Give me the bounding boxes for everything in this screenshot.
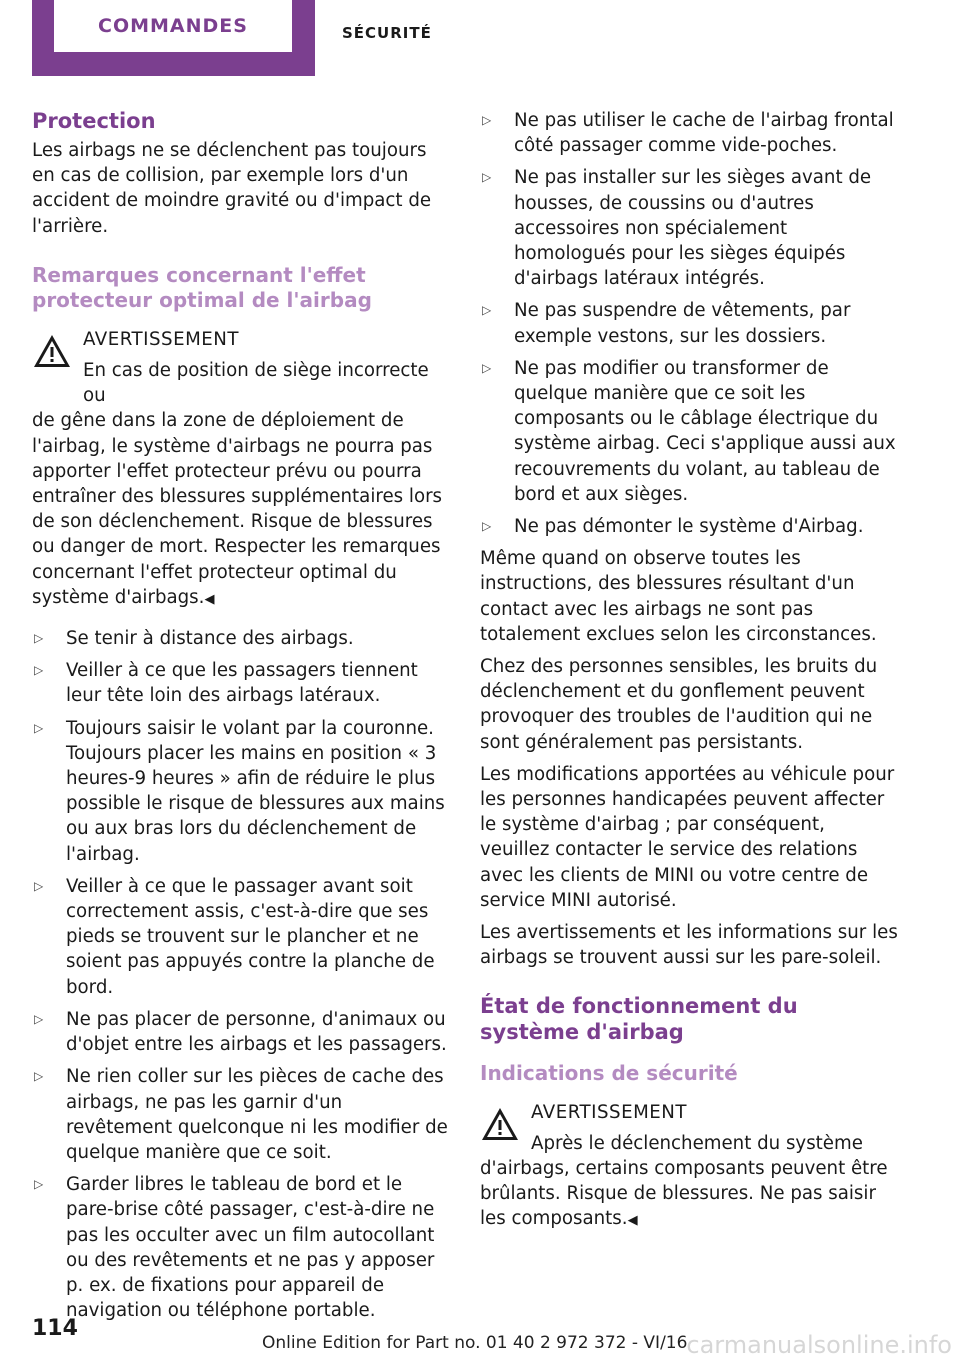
list-item-text: Se tenir à distance des airbags.	[66, 628, 354, 650]
list-item	[32, 1007, 450, 1057]
list-item-text: Toujours saisir le volant par la couronne. Toujours placer les mains en position « 3 heures-9 heures » afin de réduire le plus possible le risque de blessures aux mains ou aux bras lors du déclenchement de l'airbag.	[66, 717, 445, 865]
list-item	[480, 108, 898, 158]
warning-text-1	[32, 408, 450, 612]
triangle-bullet-icon: ▷	[34, 631, 44, 646]
warning-block-1	[32, 327, 450, 612]
list-item	[32, 658, 450, 708]
tab-commandes-label: COMMANDES	[54, 0, 292, 52]
watermark: carmanualsonline.info	[686, 1331, 952, 1359]
list-item	[480, 298, 898, 348]
triangle-bullet-icon: ▷	[482, 170, 492, 185]
tab-commandes[interactable]	[32, 0, 315, 76]
end-mark-icon: ◀	[627, 1213, 638, 1229]
warning-text-2-rest: d'airbags, certains composants peuvent être brûlants. Risque de blessures. Ne pas saisir les composants.	[480, 1157, 888, 1230]
list-item-text: Ne pas utiliser le cache de l'airbag frontal côté passager comme vide-poches.	[514, 110, 894, 157]
right-column	[480, 108, 898, 1234]
triangle-bullet-icon: ▷	[482, 113, 492, 127]
tab-securite[interactable]: SÉCURITÉ	[342, 24, 432, 42]
page-number: 114	[32, 1316, 78, 1341]
list-item	[32, 874, 450, 1000]
triangle-bullet-icon: ▷	[34, 663, 44, 678]
warning-triangle-icon	[32, 333, 72, 369]
warning-title-1: AVERTISSEMENT	[83, 328, 239, 350]
list-item-text: Ne pas démonter le système d'Airbag.	[514, 516, 864, 538]
status-heading: État de fonctionnement du système d'airbag	[480, 993, 798, 1044]
triangle-bullet-icon: ▷	[34, 1069, 44, 1084]
paragraph-1: Même quand on observe toutes les instructions, des blessures résultant d'un contact avec les airbags ne sont pas totalement exclues selon les circonstances.	[480, 548, 877, 645]
list-item-text: Ne pas installer sur les sièges avant de housses, de coussins ou d'autres accessoires non spécialement homologués pour les sièges équipés d'airbags latéraux intégrés.	[514, 167, 872, 290]
list-item-text: Ne rien coller sur les pièces de cache des airbags, ne pas les garnir d'un revêtement quelconque ni les modifier de quelque manière que ce soit.	[66, 1066, 448, 1163]
triangle-bullet-icon: ▷	[482, 360, 492, 375]
triangle-bullet-icon: ▷	[34, 878, 44, 893]
triangle-bullet-icon: ▷	[34, 1011, 44, 1026]
warning-text-1-rest: de gêne dans la zone de déploiement de l'airbag, le système d'airbags ne pourra pas apporter l'effet protecteur prévu ou pourra entraîner des blessures supplémentaires lors de son déclenchement. Risque de blessures ou danger de mort. Respecter les remarques concernant l'effet protecteur optimal du système d'airbags.	[32, 410, 443, 608]
warning-triangle-icon	[480, 1106, 520, 1142]
warning-title-2: AVERTISSEMENT	[531, 1101, 687, 1123]
warning-text-2-first: Après le déclenchement du système	[531, 1132, 863, 1154]
list-item-text: Ne pas suspendre de vêtements, par exemple vestons, sur les dossiers.	[514, 300, 851, 347]
list-item-text: Veiller à ce que les passagers tiennent leur tête loin des airbags latéraux.	[66, 660, 418, 707]
list-item-text: Garder libres le tableau de bord et le pare-brise côté passager, c'est-à-dire ne pas les occulter avec un film autocollant ou des revêtements et ne pas y apposer p. ex. de fixations pour appareil de navigation ou téléphone portable.	[66, 1174, 435, 1322]
paragraph-4: Les avertissements et les informations sur les airbags se trouvent aussi sur les pare-soleil.	[480, 922, 898, 969]
list-item-text: Ne pas modifier ou transformer de quelque manière que ce soit les composants ou le câblage électrique du système airbag. Ceci s'applique aussi aux recouvrements du volant, au tableau de bord et aux sièges.	[514, 357, 896, 505]
paragraph-2: Chez des personnes sensibles, les bruits du déclenchement et du gonflement peuvent provoquer des troubles de l'audition qui ne sont généralement pas persistants.	[480, 656, 878, 753]
triangle-bullet-icon: ▷	[482, 303, 492, 318]
list-item-text: Veiller à ce que le passager avant soit correctement assis, c'est-à-dire que ses pieds se trouvent sur le plancher et ne soient pas appuyés contre la planche de bord.	[66, 875, 435, 998]
list-item	[32, 1064, 450, 1165]
safety-heading: Indications de sécurité	[480, 1060, 738, 1085]
protection-heading: Protection	[32, 109, 156, 133]
right-bullet-list	[480, 108, 898, 539]
edition-footer: Online Edition for Part no. 01 40 2 972 372 - VI/16	[262, 1333, 688, 1353]
triangle-bullet-icon: ▷	[34, 720, 44, 735]
list-item	[480, 165, 898, 291]
list-item	[480, 514, 898, 539]
end-mark-icon: ◀	[204, 591, 215, 607]
remarks-heading: Remarques concernant l'effet protecteur optimal de l'airbag	[32, 262, 372, 312]
warning-block-2	[480, 1100, 898, 1234]
warning-text-1-first: En cas de position de siège incorrecte ou	[83, 360, 429, 407]
triangle-bullet-icon: ▷	[34, 1177, 44, 1192]
left-column	[32, 108, 450, 1330]
list-item	[32, 626, 450, 651]
list-item	[32, 1172, 450, 1323]
list-item	[32, 716, 450, 867]
list-item-text: Ne pas placer de personne, d'animaux ou d'objet entre les airbags et les passagers.	[66, 1008, 447, 1056]
list-item	[480, 356, 898, 507]
left-bullet-list	[32, 626, 450, 1323]
warning-text-2	[480, 1156, 898, 1234]
protection-text: Les airbags ne se déclenchent pas toujours en cas de collision, par exemple lors d'un accident de moindre gravité ou d'impact de l'arrière.	[32, 140, 432, 237]
triangle-bullet-icon: ▷	[482, 519, 492, 534]
paragraph-3: Les modifications apportées au véhicule pour les personnes handicapées peuvent affecter le système d'airbag ; par conséquent, veuillez contacter le service des relations avec les clients de MINI ou votre centre de service MINI autorisé.	[480, 763, 895, 911]
